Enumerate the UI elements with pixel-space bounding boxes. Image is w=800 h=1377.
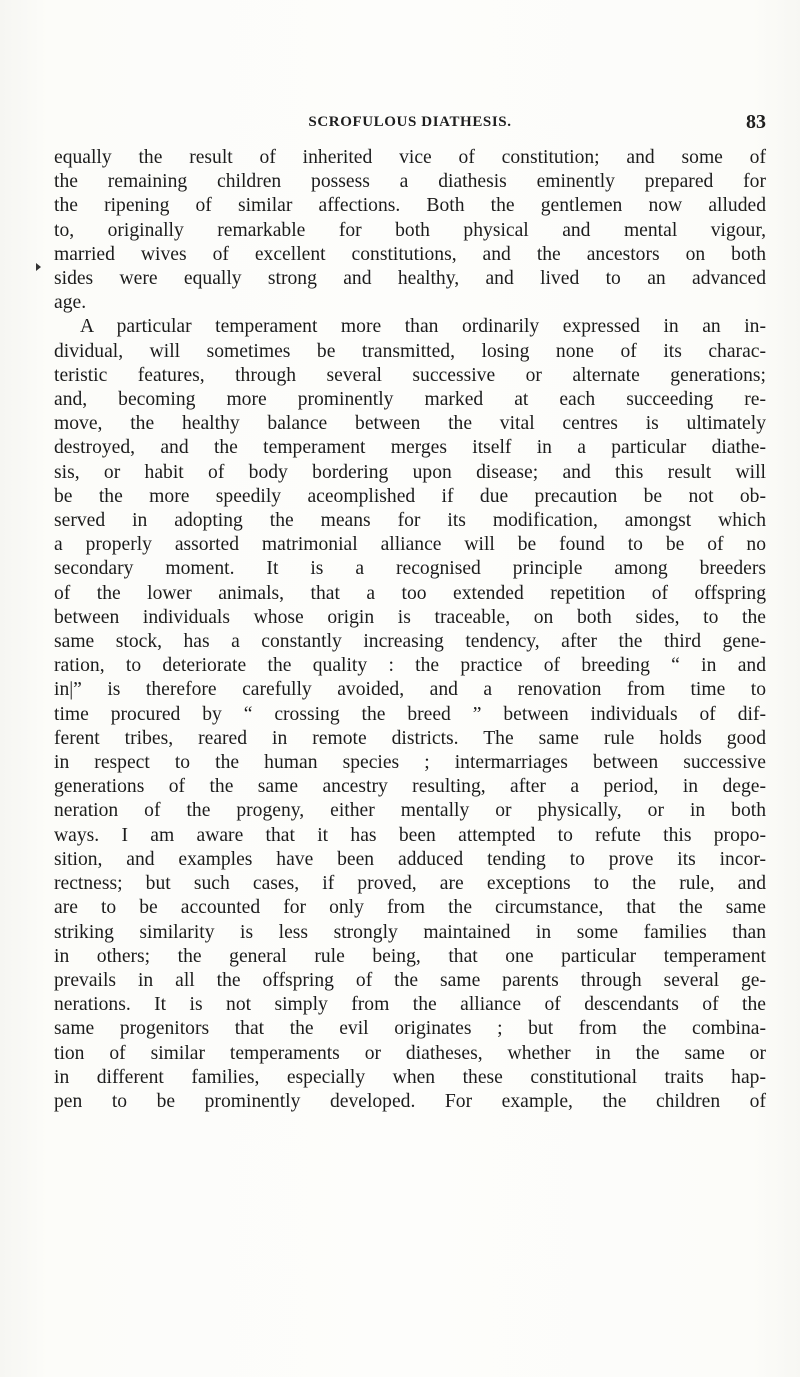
text-line: a properly assorted matrimonial alliance will be found to be of no (54, 534, 766, 556)
page-number: 83 (746, 111, 766, 133)
running-head (54, 111, 766, 136)
text-line: equally the result of inherited vice of constitution; and some of (54, 147, 766, 168)
text-line: dividual, will sometimes be transmitted, losing none of its charac- (54, 340, 766, 362)
text-line: be the more speedily aceomplished if due precaution be not ob- (54, 485, 766, 507)
text-line: in respect to the human species ; intermarriages between successive (54, 752, 766, 774)
text-line: age. (54, 292, 87, 314)
text-line: are to be accounted for only from the circumstance, that the same (54, 897, 766, 919)
text-line: destroyed, and the temperament merges itself in a particular diathe- (54, 437, 766, 459)
text-line: pen to be prominently developed. For example, the children of (54, 1090, 766, 1112)
text-line: between individuals whose origin is traceable, on both sides, to the (54, 606, 766, 628)
body-text (54, 146, 766, 1114)
text-line: time procured by “ crossing the breed ” between individuals of dif- (54, 703, 766, 725)
text-line: in others; the general rule being, that one particular temperament (54, 945, 766, 967)
text-line: sition, and examples have been adduced tending to prove its incor- (54, 848, 766, 870)
text-line: secondary moment. It is a recognised principle among breeders (54, 558, 766, 580)
text-line: served in adopting the means for its modification, amongst which (54, 510, 766, 532)
text-line: to, originally remarkable for both physical and mental vigour, (54, 219, 766, 241)
text-line: same progenitors that the evil originates ; but from the combina- (54, 1018, 766, 1040)
text-line: ways. I am aware that it has been attempted to refute this propo- (54, 824, 766, 846)
text-line: A particular temperament more than ordinarily expressed in an in- (80, 316, 766, 338)
text-line: rectness; but such cases, if proved, are exceptions to the rule, and (54, 873, 766, 895)
text-line: tion of similar temperaments or diatheses, whether in the same or (54, 1042, 766, 1064)
paragraph-1 (54, 146, 766, 315)
text-line: ferent tribes, reared in remote districts. The same rule holds good (54, 727, 766, 749)
margin-mark-icon (36, 263, 41, 271)
text-line: sides were equally strong and healthy, and lived to an advanced (54, 268, 766, 290)
text-line: of the lower animals, that a too extended repetition of offspring (54, 582, 766, 604)
running-title: SCROFULOUS DIATHESIS. (308, 114, 512, 130)
text-line: neration of the progeny, either mentally or physically, or in both (54, 800, 766, 822)
text-line: striking similarity is less strongly maintained in some families than (54, 921, 766, 943)
paragraph-2 (54, 315, 766, 1114)
text-line: generations of the same ancestry resulting, after a period, in dege- (54, 776, 766, 798)
text-line: move, the healthy balance between the vital centres is ultimately (54, 413, 766, 435)
text-line: nerations. It is not simply from the alliance of descendants of the (54, 994, 766, 1016)
text-line: same stock, has a constantly increasing tendency, after the third gene- (54, 631, 766, 653)
text-line: and, becoming more prominently marked at each succeeding re- (54, 389, 766, 411)
text-line: the remaining children possess a diathesis eminently prepared for (54, 171, 766, 193)
text-line: prevails in all the offspring of the same parents through several ge- (54, 969, 766, 991)
text-line: in different families, especially when these constitutional traits hap- (54, 1066, 766, 1088)
text-line: ration, to deteriorate the quality : the practice of breeding “ in and (54, 655, 766, 677)
text-line: married wives of excellent constitutions, and the ancestors on both (54, 243, 766, 265)
text-line: in|” is therefore carefully avoided, and a renovation from time to (54, 679, 766, 701)
text-line: sis, or habit of body bordering upon disease; and this result will (54, 461, 766, 483)
text-line: the ripening of similar affections. Both the gentlemen now alluded (54, 195, 766, 217)
text-line: teristic features, through several successive or alternate generations; (54, 364, 766, 386)
